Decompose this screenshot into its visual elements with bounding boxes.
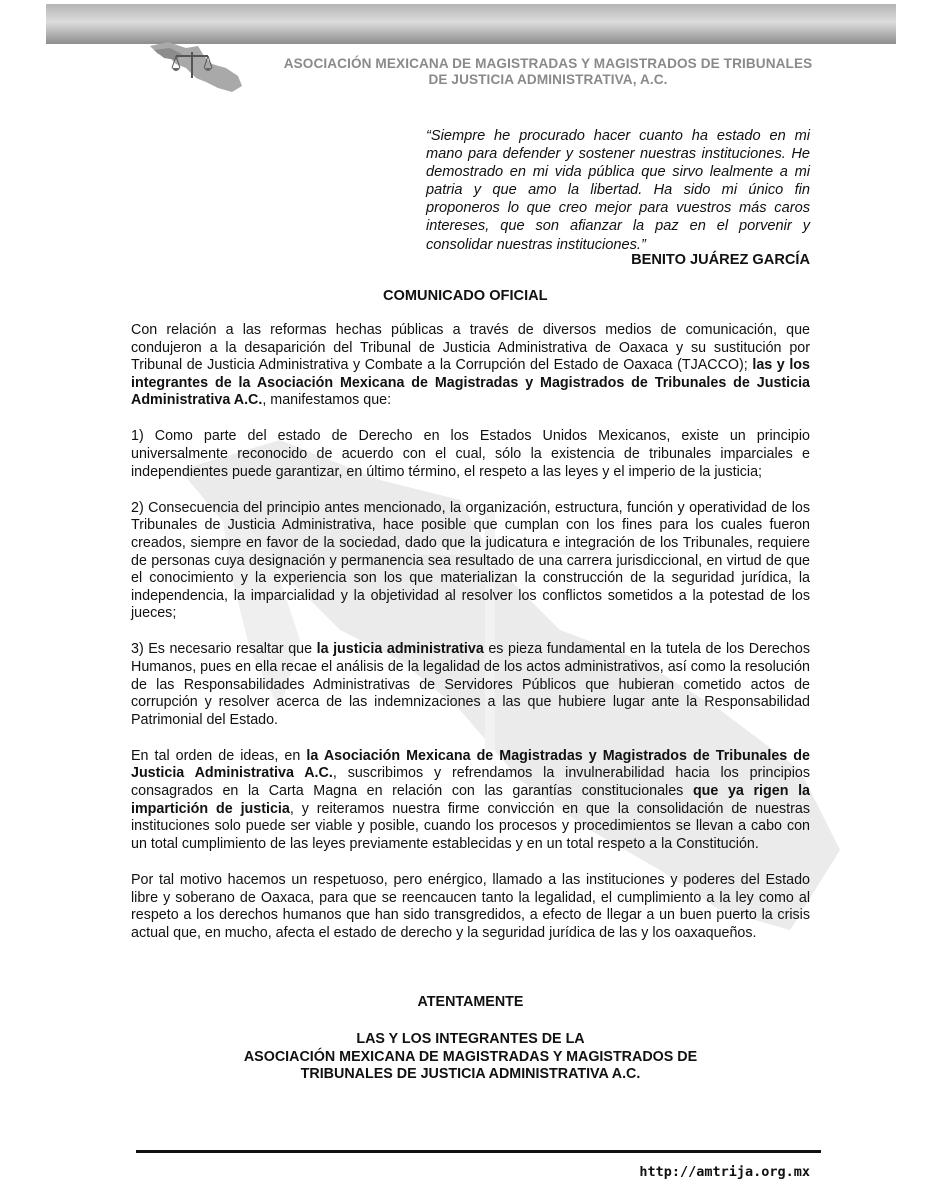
org-header (262, 56, 834, 88)
document-title: COMUNICADO OFICIAL (383, 288, 548, 304)
signature-line-3: TRIBUNALES DE JUSTICIA ADMINISTRATIVA A.C. (300, 1066, 641, 1083)
paragraph-4: En tal orden de ideas, en la Asociación Mexicana de Magistradas y Magistrados de Tribunales de Justicia Administrativa A.C., suscribimos y refrendamos la invulnerabilidad hacia los principios consagrados en la Carta Magna en relación con las garantías constitucionales que ya rigen la impartición de justicia, y reiteramos nuestra firme convicción en que la consolidación de nuestras instituciones solo puede ser viable y posible, cuando los procesos y procedimientos se llevan a cabo con un total cumplimiento de las leyes previamente establecidas y en un total respeto a la Constitución. (131, 747, 811, 852)
point-2-paragraph: 2) Consecuencia del principio antes mencionado, la organización, estructura, función y operatividad de los Tribunales de Justicia Administrativa, hace posible que cumplan con los fines para los cuales fueron creados, siempre en favor de la sociedad, dado que la judicatura e integración de los Tribunales, requiere de personas cuya designación y permanencia sea resultado de una carrera jurisdiccional, en virtud de que el conocimiento y la experiencia son los que materializan la construcción de la seguridad jurídica, la independencia, la imparcialidad y la objetividad al resolver los conflictos sometidos a la potestad de los jueces; (131, 499, 810, 622)
signature-line-1: LAS Y LOS INTEGRANTES DE LA (356, 1031, 585, 1047)
point-1-paragraph: 1) Como parte del estado de Derecho en los Estados Unidos Mexicanos, existe un principio universalmente reconocido de acuerdo con el cual, sólo la existencia de tribunales imparciales e independientes puede garantizar, en último término, el respeto a las leyes y el imperio de la justicia; (131, 428, 810, 480)
closing-salutation: ATENTAMENTE (417, 994, 524, 1010)
signature-line-2: ASOCIACIÓN MEXICANA DE MAGISTRADAS Y MAGISTRADOS DE (243, 1048, 698, 1065)
org-header-line-1: ASOCIACIÓN MEXICANA DE MAGISTRADAS Y MAGISTRADOS DE TRIBUNALES (283, 56, 813, 71)
intro-paragraph: Con relación a las reformas hechas públicas a través de diversos medios de comunicación, que condujeron a la desaparición del Tribunal de Justicia Administrativa de Oaxaca y su sustitución por Tribunal de Justicia Administrativa y Combate a la Corrupción del Estado de Oaxaca (TJACCO); las y los integrantes de la Asociación Mexicana de Magistradas y Magistrados de Tribunales de Justicia Administrativa A.C., manifestamos que: (131, 322, 810, 409)
point-3-paragraph: 3) Es necesario resaltar que la justicia administrativa es pieza fundamental en la tutela de los Derechos Humanos, pues en ella recae el análisis de la legalidad de los actos administrativos, así como la resolución de las Responsabilidades Administrativas de Servidores Públicos que hubieran cometido actos de corrupción y resolver acerca de las indemnizaciones a las que hubiere lugar ante la Responsabilidad Patrimonial del Estado. (131, 641, 810, 728)
org-header-line-2: DE JUSTICIA ADMINISTRATIVA, A.C. (428, 72, 668, 87)
footer-website-link[interactable]: http://amtrija.org.mx (639, 1164, 810, 1180)
signature-block (131, 1031, 810, 1084)
paragraph-5: Por tal motivo hacemos un respetuoso, pero enérgico, llamado a las instituciones y poderes del Estado libre y soberano de Oaxaca, para que se reencaucen tanto la legalidad, el cumplimiento a la ley como al respeto a los derechos humanos que han sido transgredidos, a efecto de llegar a un buen puerto la crisis actual que, en mucho, afecta el estado de derecho y la seguridad jurídica de las y los oaxaqueños. (131, 871, 810, 941)
mexico-map-scales-logo-icon (146, 38, 246, 100)
footer-divider (136, 1150, 821, 1153)
communique-body (131, 322, 810, 961)
epigraph-quote: “Siempre he procurado hacer cuanto ha estado en mi mano para defender y sostener nuestras instituciones. He demostrado en mi vida pública que sirvo lealmente a mi patria y que amo la libertad. Ha sido mi único fin proponeros lo que creo mejor para vuestros más caros intereses, que son afianzar la paz en el porvenir y consolidar nuestras instituciones.” (426, 128, 810, 253)
quote-author: BENITO JUÁREZ GARCÍA (631, 252, 810, 268)
